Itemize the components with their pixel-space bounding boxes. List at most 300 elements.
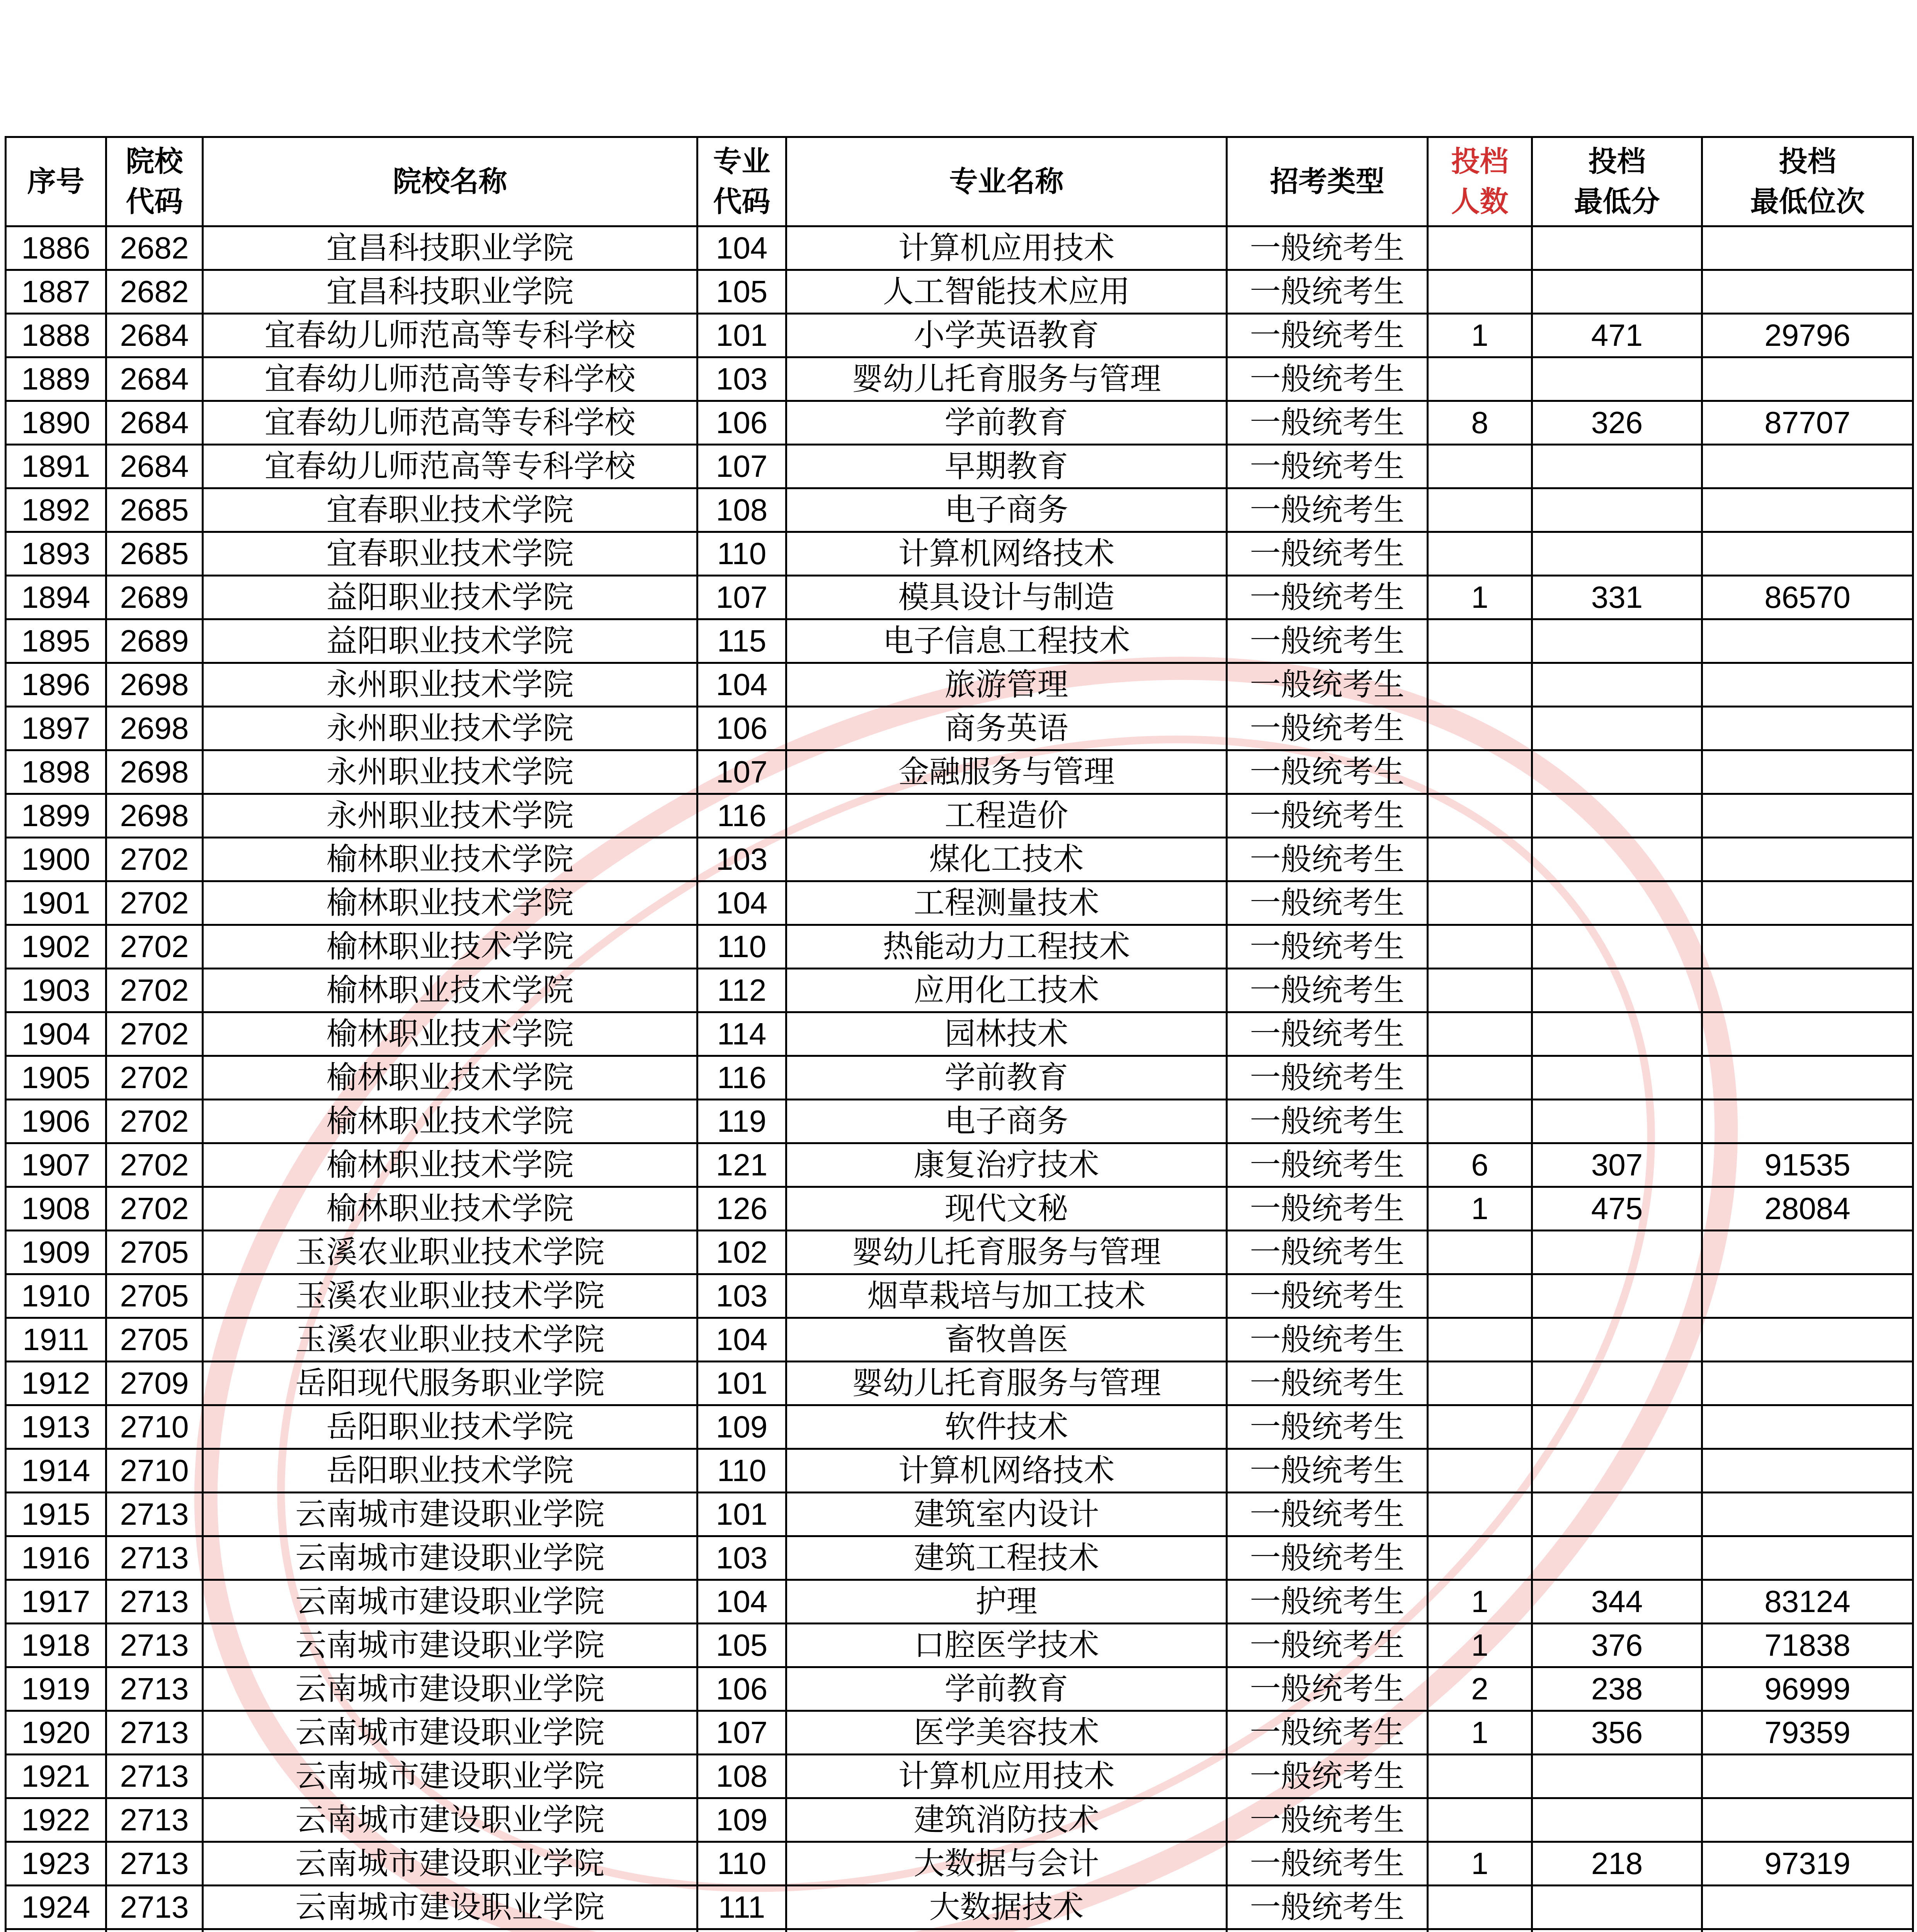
cell-major-code: 101 [697, 1493, 786, 1536]
cell-school-code: 2689 [106, 576, 203, 619]
cell-seq: 1889 [6, 357, 106, 401]
cell-count [1428, 1100, 1532, 1143]
cell-seq: 1915 [6, 1493, 106, 1536]
table-row [6, 1405, 1913, 1449]
cell-min-score [1532, 794, 1702, 838]
cell-school-code: 2702 [106, 1012, 203, 1056]
cell-major-code: 116 [697, 1056, 786, 1100]
header-school-name: 院校名称 [203, 137, 697, 226]
cell-school-name: 宜春职业技术学院 [203, 532, 697, 576]
cell-min-rank [1702, 532, 1913, 576]
cell-count [1428, 881, 1532, 925]
cell-major-name: 工程测量技术 [786, 881, 1227, 925]
table-row [6, 1056, 1913, 1100]
cell-seq: 1896 [6, 663, 106, 707]
cell-major-name: 口腔医学技术 [786, 1624, 1227, 1667]
cell-count [1428, 226, 1532, 270]
table-row [6, 750, 1913, 794]
cell-seq: 1904 [6, 1012, 106, 1056]
cell-min-rank [1702, 707, 1913, 750]
cell-min-score [1532, 226, 1702, 270]
cell-min-rank [1702, 270, 1913, 314]
header-count: 投档 人数 [1428, 137, 1532, 226]
cell-school-name: 云南城市建设职业学院 [203, 1624, 697, 1667]
cell-major-code: 107 [697, 445, 786, 488]
cell-min-rank: 96999 [1702, 1667, 1913, 1711]
cell-school-code: 2710 [106, 1449, 203, 1493]
header-min-score: 投档 最低分 [1532, 137, 1702, 226]
header-seq: 序号 [6, 137, 106, 226]
cell-school-name: 宜昌科技职业学院 [203, 270, 697, 314]
cell-seq: 1893 [6, 532, 106, 576]
cell-school-name [203, 1929, 697, 1932]
cell-school-name: 榆林职业技术学院 [203, 925, 697, 969]
cell-min-rank: 79359 [1702, 1711, 1913, 1755]
cell-min-rank [1702, 1929, 1913, 1932]
cell-min-score [1532, 1274, 1702, 1318]
cell-major-name: 商务英语 [786, 707, 1227, 750]
cell-school-name: 宜春职业技术学院 [203, 488, 697, 532]
cell-school-code: 2689 [106, 619, 203, 663]
cell-min-rank: 97319 [1702, 1842, 1913, 1886]
table-row [6, 1012, 1913, 1056]
cell-count [1428, 1012, 1532, 1056]
cell-school-name: 岳阳职业技术学院 [203, 1405, 697, 1449]
cell-school-code: 2685 [106, 488, 203, 532]
cell-min-score [1532, 1100, 1702, 1143]
cell-exam-type: 一般统考生 [1227, 1493, 1428, 1536]
cell-exam-type: 一般统考生 [1227, 881, 1428, 925]
cell-major-code: 116 [697, 794, 786, 838]
cell-school-name: 玉溪农业职业技术学院 [203, 1231, 697, 1274]
header-major-code: 专业 代码 [697, 137, 786, 226]
cell-seq: 1917 [6, 1580, 106, 1624]
cell-seq: 1923 [6, 1842, 106, 1886]
cell-school-name: 宜春幼儿师范高等专科学校 [203, 314, 697, 357]
cell-major-name: 计算机网络技术 [786, 532, 1227, 576]
cell-school-code: 2698 [106, 663, 203, 707]
cell-major-code: 103 [697, 1536, 786, 1580]
cell-min-score [1532, 1056, 1702, 1100]
cell-exam-type: 一般统考生 [1227, 663, 1428, 707]
table-row [6, 532, 1913, 576]
cell-school-code: 2698 [106, 750, 203, 794]
cell-major-code: 110 [697, 925, 786, 969]
cell-min-rank: 71838 [1702, 1624, 1913, 1667]
cell-exam-type: 一般统考生 [1227, 532, 1428, 576]
table-row [6, 1711, 1913, 1755]
cell-seq: 1902 [6, 925, 106, 969]
cell-school-name: 永州职业技术学院 [203, 707, 697, 750]
cell-exam-type: 一般统考生 [1227, 1755, 1428, 1798]
cell-major-code: 107 [697, 576, 786, 619]
cell-count [1428, 270, 1532, 314]
cell-school-name: 云南城市建设职业学院 [203, 1493, 697, 1536]
cell-min-rank [1702, 1318, 1913, 1362]
cell-major-name: 护理 [786, 1580, 1227, 1624]
cell-min-rank [1702, 750, 1913, 794]
cell-school-code: 2705 [106, 1318, 203, 1362]
cell-major-name: 计算机应用技术 [786, 226, 1227, 270]
cell-count [1428, 532, 1532, 576]
cell-exam-type: 一般统考生 [1227, 969, 1428, 1012]
cell-exam-type: 一般统考生 [1227, 488, 1428, 532]
cell-major-name: 软件技术 [786, 1405, 1227, 1449]
cell-min-score: 376 [1532, 1624, 1702, 1667]
cell-min-score: 238 [1532, 1667, 1702, 1711]
cell-min-rank [1702, 1536, 1913, 1580]
cell-major-name: 金融服务与管理 [786, 750, 1227, 794]
cell-major-name: 建筑消防技术 [786, 1798, 1227, 1842]
cell-major-code: 105 [697, 1624, 786, 1667]
cell-major-name: 电子信息工程技术 [786, 619, 1227, 663]
cell-major-name: 现代文秘 [786, 1187, 1227, 1231]
cell-min-rank: 83124 [1702, 1580, 1913, 1624]
cell-major-name: 模具设计与制造 [786, 576, 1227, 619]
cell-school-code: 2698 [106, 794, 203, 838]
header-exam-type: 招考类型 [1227, 137, 1428, 226]
header-min-rank: 投档 最低位次 [1702, 137, 1913, 226]
cell-min-rank [1702, 445, 1913, 488]
cell-min-rank: 28084 [1702, 1187, 1913, 1231]
cell-school-code: 2702 [106, 1187, 203, 1231]
cell-major-code: 107 [697, 1711, 786, 1755]
cell-school-code: 2713 [106, 1493, 203, 1536]
cell-school-name: 岳阳职业技术学院 [203, 1449, 697, 1493]
cell-major-code: 121 [697, 1143, 786, 1187]
cell-seq: 1920 [6, 1711, 106, 1755]
cell-min-rank [1702, 1056, 1913, 1100]
cell-min-score: 471 [1532, 314, 1702, 357]
table-row [6, 1449, 1913, 1493]
cell-school-name: 榆林职业技术学院 [203, 1143, 697, 1187]
cell-seq: 1907 [6, 1143, 106, 1187]
cell-seq: 1914 [6, 1449, 106, 1493]
cell-school-code: 2710 [106, 1405, 203, 1449]
cell-seq: 1909 [6, 1231, 106, 1274]
cell-seq: 1911 [6, 1318, 106, 1362]
table-body [6, 226, 1913, 1932]
table-row [6, 1362, 1913, 1405]
cell-seq: 1919 [6, 1667, 106, 1711]
cell-seq: 1913 [6, 1405, 106, 1449]
cell-major-name: 婴幼儿托育服务与管理 [786, 1362, 1227, 1405]
cell-exam-type: 一般统考生 [1227, 1362, 1428, 1405]
cell-school-name: 云南城市建设职业学院 [203, 1536, 697, 1580]
cell-exam-type: 一般统考生 [1227, 226, 1428, 270]
cell-major-name: 烟草栽培与加工技术 [786, 1274, 1227, 1318]
cell-count [1428, 925, 1532, 969]
cell-school-name: 榆林职业技术学院 [203, 1056, 697, 1100]
cell-school-code: 2713 [106, 1755, 203, 1798]
cell-major-code: 104 [697, 226, 786, 270]
cell-school-code: 2713 [106, 1886, 203, 1929]
cell-seq: 1901 [6, 881, 106, 925]
cell-count: 1 [1428, 1711, 1532, 1755]
cell-exam-type: 一般统考生 [1227, 445, 1428, 488]
cell-major-code: 104 [697, 881, 786, 925]
table-row [6, 619, 1913, 663]
cell-school-name: 云南城市建设职业学院 [203, 1755, 697, 1798]
table-row [6, 1100, 1913, 1143]
cell-school-name: 玉溪农业职业技术学院 [203, 1274, 697, 1318]
cell-seq: 1887 [6, 270, 106, 314]
cell-exam-type: 一般统考生 [1227, 1187, 1428, 1231]
cell-major-code: 105 [697, 270, 786, 314]
cell-major-code: 109 [697, 1798, 786, 1842]
cell-school-code: 2713 [106, 1842, 203, 1886]
cell-min-rank: 87707 [1702, 401, 1913, 445]
cell-count [1428, 750, 1532, 794]
cell-count [1428, 969, 1532, 1012]
cell-min-rank: 86570 [1702, 576, 1913, 619]
cell-min-rank [1702, 1012, 1913, 1056]
cell-count [1428, 1362, 1532, 1405]
cell-major-code: 119 [697, 1100, 786, 1143]
cell-exam-type: 一般统考生 [1227, 1143, 1428, 1187]
cell-seq: 1906 [6, 1100, 106, 1143]
cell-min-score [1532, 357, 1702, 401]
cell-min-score [1532, 1318, 1702, 1362]
cell-min-score [1532, 1886, 1702, 1929]
cell-min-rank [1702, 619, 1913, 663]
cell-exam-type: 一般统考生 [1227, 1536, 1428, 1580]
cell-exam-type: 一般统考生 [1227, 1798, 1428, 1842]
table-row [6, 1755, 1913, 1798]
cell-school-code: 2702 [106, 1143, 203, 1187]
cell-major-code: 106 [697, 707, 786, 750]
cell-major-name: 建筑室内设计 [786, 1493, 1227, 1536]
cell-min-score: 331 [1532, 576, 1702, 619]
cell-count [1428, 794, 1532, 838]
cell-seq: 1916 [6, 1536, 106, 1580]
cell-exam-type: 一般统考生 [1227, 401, 1428, 445]
table-row [6, 1318, 1913, 1362]
cell-count: 2 [1428, 1667, 1532, 1711]
cell-school-name: 宜昌科技职业学院 [203, 226, 697, 270]
cell-exam-type: 一般统考生 [1227, 314, 1428, 357]
cell-major-code: 108 [697, 488, 786, 532]
table-row [6, 794, 1913, 838]
cell-min-score: 356 [1532, 1711, 1702, 1755]
cell-major-code: 106 [697, 1667, 786, 1711]
cell-min-rank [1702, 838, 1913, 881]
cell-major-name: 小学英语教育 [786, 314, 1227, 357]
cell-major-name: 应用化工技术 [786, 969, 1227, 1012]
cell-seq: 1921 [6, 1755, 106, 1798]
cell-seq: 1922 [6, 1798, 106, 1842]
cell-min-score [1532, 1362, 1702, 1405]
cell-major-name: 园林技术 [786, 1012, 1227, 1056]
cell-major-code: 109 [697, 1405, 786, 1449]
cell-major-code: 110 [697, 532, 786, 576]
cell-seq: 1908 [6, 1187, 106, 1231]
cell-major-code: 107 [697, 750, 786, 794]
cell-min-score [1532, 1536, 1702, 1580]
cell-exam-type: 一般统考生 [1227, 1100, 1428, 1143]
cell-school-name: 云南城市建设职业学院 [203, 1886, 697, 1929]
cell-min-score: 475 [1532, 1187, 1702, 1231]
cell-major-code: 112 [697, 969, 786, 1012]
table-row [6, 1842, 1913, 1886]
cell-school-code: 2713 [106, 1580, 203, 1624]
cell-school-code: 2713 [106, 1711, 203, 1755]
table-row [6, 226, 1913, 270]
cell-min-rank [1702, 1449, 1913, 1493]
cell-major-name: 热能动力工程技术 [786, 925, 1227, 969]
cell-school-code: 2702 [106, 1056, 203, 1100]
cell-count: 1 [1428, 1624, 1532, 1667]
cell-count [1428, 357, 1532, 401]
cell-count: 1 [1428, 1187, 1532, 1231]
cell-min-rank [1702, 226, 1913, 270]
cell-major-code: 102 [697, 1231, 786, 1274]
cell-min-score [1532, 1493, 1702, 1536]
cell-min-score [1532, 1231, 1702, 1274]
cell-min-rank [1702, 1231, 1913, 1274]
cell-min-score [1532, 532, 1702, 576]
header-major-name: 专业名称 [786, 137, 1227, 226]
cell-major-code: 103 [697, 1274, 786, 1318]
cell-exam-type: 一般统考生 [1227, 619, 1428, 663]
cell-exam-type: 一般统考生 [1227, 750, 1428, 794]
cell-min-score: 326 [1532, 401, 1702, 445]
cell-school-name: 益阳职业技术学院 [203, 576, 697, 619]
cell-major-name: 畜牧兽医 [786, 1318, 1227, 1362]
cell-min-score [1532, 488, 1702, 532]
cell-school-name: 榆林职业技术学院 [203, 1187, 697, 1231]
table-row [6, 1624, 1913, 1667]
table-row [6, 1187, 1913, 1231]
cell-seq: 1918 [6, 1624, 106, 1667]
cell-school-code: 2713 [106, 1536, 203, 1580]
cell-count [1428, 707, 1532, 750]
cell-min-score [1532, 838, 1702, 881]
cell-seq: 1894 [6, 576, 106, 619]
cell-exam-type [1227, 1929, 1428, 1932]
cell-major-name: 计算机应用技术 [786, 1755, 1227, 1798]
cell-seq: 1924 [6, 1886, 106, 1929]
cell-min-rank [1702, 357, 1913, 401]
cell-exam-type: 一般统考生 [1227, 794, 1428, 838]
cell-min-score: 307 [1532, 1143, 1702, 1187]
cell-school-name: 云南城市建设职业学院 [203, 1711, 697, 1755]
cell-major-name: 婴幼儿托育服务与管理 [786, 1231, 1227, 1274]
cell-school-name: 宜春幼儿师范高等专科学校 [203, 357, 697, 401]
cell-exam-type: 一般统考生 [1227, 1056, 1428, 1100]
cell-min-rank [1702, 794, 1913, 838]
cell-school-name: 宜春幼儿师范高等专科学校 [203, 401, 697, 445]
cell-major-name: 建筑工程技术 [786, 1536, 1227, 1580]
cell-min-score [1532, 925, 1702, 969]
cell-exam-type: 一般统考生 [1227, 1318, 1428, 1362]
cell-school-name: 益阳职业技术学院 [203, 619, 697, 663]
table-row [6, 1536, 1913, 1580]
cell-school-code: 2702 [106, 969, 203, 1012]
cell-major-code: 110 [697, 1449, 786, 1493]
cell-count [1428, 1449, 1532, 1493]
cell-exam-type: 一般统考生 [1227, 1580, 1428, 1624]
cell-school-code [106, 1929, 203, 1932]
cell-exam-type: 一般统考生 [1227, 1012, 1428, 1056]
cell-count [1428, 1274, 1532, 1318]
cell-min-rank [1702, 1798, 1913, 1842]
cell-min-rank [1702, 488, 1913, 532]
table-row [6, 401, 1913, 445]
admission-table [5, 136, 1914, 1932]
cell-seq: 1900 [6, 838, 106, 881]
cell-school-name: 宜春幼儿师范高等专科学校 [203, 445, 697, 488]
table-row [6, 1274, 1913, 1318]
cell-school-code: 2685 [106, 532, 203, 576]
cell-count [1428, 838, 1532, 881]
cell-school-code: 2702 [106, 1100, 203, 1143]
table-row [6, 1143, 1913, 1187]
cell-school-code: 2702 [106, 881, 203, 925]
cell-min-score: 344 [1532, 1580, 1702, 1624]
table-row [6, 314, 1913, 357]
cell-school-code: 2684 [106, 357, 203, 401]
cell-count [1428, 663, 1532, 707]
cell-exam-type: 一般统考生 [1227, 1274, 1428, 1318]
table-row [6, 838, 1913, 881]
cell-min-score [1532, 1929, 1702, 1932]
cell-min-rank [1702, 925, 1913, 969]
cell-school-name: 榆林职业技术学院 [203, 969, 697, 1012]
cell-exam-type: 一般统考生 [1227, 270, 1428, 314]
cell-school-code: 2682 [106, 270, 203, 314]
cell-count: 1 [1428, 314, 1532, 357]
cell-count [1428, 445, 1532, 488]
table-row [6, 576, 1913, 619]
cell-exam-type: 一般统考生 [1227, 576, 1428, 619]
cell-exam-type: 一般统考生 [1227, 1842, 1428, 1886]
cell-min-score [1532, 750, 1702, 794]
cell-seq: 1905 [6, 1056, 106, 1100]
cell-major-name: 电子商务 [786, 488, 1227, 532]
cell-seq: 1895 [6, 619, 106, 663]
cell-major-code: 103 [697, 838, 786, 881]
cell-seq: 1891 [6, 445, 106, 488]
table-row [6, 445, 1913, 488]
cell-min-score [1532, 1405, 1702, 1449]
cell-seq: 1892 [6, 488, 106, 532]
cell-major-name: 人工智能技术应用 [786, 270, 1227, 314]
cell-exam-type: 一般统考生 [1227, 1886, 1428, 1929]
table-row [6, 707, 1913, 750]
cell-school-code: 2698 [106, 707, 203, 750]
table-row [6, 1667, 1913, 1711]
cell-major-name: 学前教育 [786, 1667, 1227, 1711]
cell-school-code: 2702 [106, 838, 203, 881]
cell-major-code: 101 [697, 1362, 786, 1405]
cell-seq: 1886 [6, 226, 106, 270]
cell-major-name: 大数据技术 [786, 1886, 1227, 1929]
cell-min-score [1532, 1449, 1702, 1493]
cell-major-code: 126 [697, 1187, 786, 1231]
table-row [6, 925, 1913, 969]
cell-min-score [1532, 881, 1702, 925]
cell-min-score [1532, 1755, 1702, 1798]
table-row [6, 488, 1913, 532]
cell-major-code: 108 [697, 1755, 786, 1798]
cell-min-rank [1702, 969, 1913, 1012]
cell-major-code: 110 [697, 1842, 786, 1886]
cell-min-rank: 29796 [1702, 314, 1913, 357]
cell-seq: 1888 [6, 314, 106, 357]
cell-major-code: 104 [697, 1580, 786, 1624]
header-school-code: 院校 代码 [106, 137, 203, 226]
